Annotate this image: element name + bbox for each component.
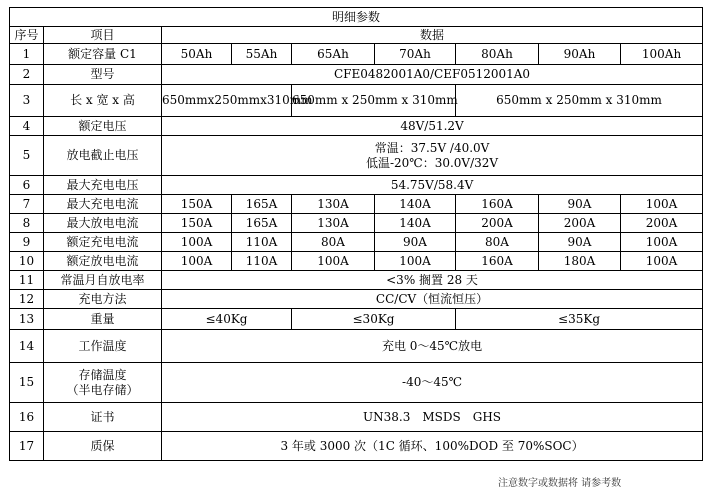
row-index: 4 <box>10 117 44 136</box>
value-cell: 150A <box>162 195 232 214</box>
table-row <box>10 309 703 330</box>
table-row <box>10 363 703 403</box>
table-title: 明细参数 <box>10 8 703 27</box>
table-row <box>10 214 703 233</box>
value-cell: 130A <box>292 195 375 214</box>
value-cell: <3% 搁置 28 天 <box>162 271 703 290</box>
value-cell: 55Ah <box>232 44 292 65</box>
row-index: 1 <box>10 44 44 65</box>
header-index: 序号 <box>10 27 44 44</box>
row-label: 额定电压 <box>44 117 162 136</box>
row-label: 充电方法 <box>44 290 162 309</box>
spec-table <box>9 7 703 461</box>
row-label <box>44 363 162 403</box>
value-cell: 200A <box>621 214 703 233</box>
value-cell: ≤30Kg <box>292 309 456 330</box>
table-row <box>10 252 703 271</box>
table-row <box>10 136 703 176</box>
value-cell: CFE0482001A0/CEF0512001A0 <box>162 65 703 85</box>
value-cell: 160A <box>456 195 539 214</box>
value-cell: 3 年或 3000 次（1C 循环、100%DOD 至 70%SOC） <box>162 432 703 461</box>
value-cell: 50Ah <box>162 44 232 65</box>
row-index: 6 <box>10 176 44 195</box>
value-cell: ≤40Kg <box>162 309 292 330</box>
value-cell: 200A <box>456 214 539 233</box>
value-cell: 70Ah <box>375 44 456 65</box>
table-row <box>10 65 703 85</box>
table-row <box>10 117 703 136</box>
value-cell: 100A <box>375 252 456 271</box>
value-cell: 110A <box>232 252 292 271</box>
row-label: 额定充电电流 <box>44 233 162 252</box>
value-cell: 160A <box>456 252 539 271</box>
value-cell: 充电 0～45℃放电 <box>162 330 703 363</box>
value-cell: 54.75V/58.4V <box>162 176 703 195</box>
value-cell: 100A <box>621 252 703 271</box>
row-index: 9 <box>10 233 44 252</box>
value-cell: 80A <box>292 233 375 252</box>
row-index: 5 <box>10 136 44 176</box>
value-cell: 48V/51.2V <box>162 117 703 136</box>
row-label: 重量 <box>44 309 162 330</box>
value-cell: ≤35Kg <box>456 309 703 330</box>
value-cell: -40～45℃ <box>162 363 703 403</box>
value-line: 低温-20℃：30.0V/32V <box>365 155 499 170</box>
value-cell: 90A <box>375 233 456 252</box>
value-cell: 100A <box>621 195 703 214</box>
value-cell: 90A <box>539 233 621 252</box>
row-index: 11 <box>10 271 44 290</box>
value-cell: 650mmx250mmx310mm <box>162 85 292 117</box>
value-cell: 140A <box>375 195 456 214</box>
header-row <box>10 27 703 44</box>
row-index: 7 <box>10 195 44 214</box>
row-label: 放电截止电压 <box>44 136 162 176</box>
value-cell: 165A <box>232 214 292 233</box>
value-cell: 100A <box>621 233 703 252</box>
table-row <box>10 432 703 461</box>
table-row <box>10 195 703 214</box>
row-label: 证书 <box>44 403 162 432</box>
value-cell: 200A <box>539 214 621 233</box>
row-index: 15 <box>10 363 44 403</box>
row-label: 工作温度 <box>44 330 162 363</box>
value-cell: 100Ah <box>621 44 703 65</box>
row-index: 2 <box>10 65 44 85</box>
value-cell: 150A <box>162 214 232 233</box>
table-row <box>10 330 703 363</box>
value-cell: CC/CV（恒流恒压） <box>162 290 703 309</box>
value-cell: 110A <box>232 233 292 252</box>
header-item: 项目 <box>44 27 162 44</box>
row-label-line: （半电存储） <box>66 382 139 397</box>
row-label: 最大充电电压 <box>44 176 162 195</box>
value-cell: 90A <box>539 195 621 214</box>
footnote: 注意数字或数据将 请参考数 <box>498 478 622 489</box>
value-cell: 65Ah <box>292 44 375 65</box>
value-cell: 140A <box>375 214 456 233</box>
row-index: 3 <box>10 85 44 117</box>
value-cell <box>162 136 703 176</box>
value-cell: 165A <box>232 195 292 214</box>
row-index: 14 <box>10 330 44 363</box>
value-cell: 80A <box>456 233 539 252</box>
value-cell: 100A <box>292 252 375 271</box>
value-cell: 130A <box>292 214 375 233</box>
table-row <box>10 271 703 290</box>
value-cell: 650mm x 250mm x 310mm <box>456 85 703 117</box>
table-row <box>10 233 703 252</box>
row-label: 常温月自放电率 <box>44 271 162 290</box>
table-row <box>10 176 703 195</box>
value-cell: 100A <box>162 252 232 271</box>
value-cell: 100A <box>162 233 232 252</box>
row-index: 8 <box>10 214 44 233</box>
row-label: 额定放电电流 <box>44 252 162 271</box>
header-data: 数据 <box>162 27 703 44</box>
value-cell: 650mm x 250mm x 310mm <box>292 85 456 117</box>
table-row <box>10 403 703 432</box>
row-label: 型号 <box>44 65 162 85</box>
row-label: 最大放电电流 <box>44 214 162 233</box>
row-label: 质保 <box>44 432 162 461</box>
row-index: 10 <box>10 252 44 271</box>
table-row <box>10 44 703 65</box>
row-label: 最大充电电流 <box>44 195 162 214</box>
row-label: 额定容量 C1 <box>44 44 162 65</box>
row-label-line: 存储温度 <box>78 367 127 382</box>
row-label: 长 x 宽 x 高 <box>44 85 162 117</box>
table-row <box>10 290 703 309</box>
row-index: 17 <box>10 432 44 461</box>
row-index: 13 <box>10 309 44 330</box>
value-cell: 180A <box>539 252 621 271</box>
value-cell: 80Ah <box>456 44 539 65</box>
title-row <box>10 8 703 27</box>
table-row <box>10 85 703 117</box>
row-index: 16 <box>10 403 44 432</box>
value-line: 常温：37.5V /40.0V <box>374 140 490 155</box>
value-cell: 90Ah <box>539 44 621 65</box>
value-cell: UN38.3 MSDS GHS <box>162 403 703 432</box>
row-index: 12 <box>10 290 44 309</box>
